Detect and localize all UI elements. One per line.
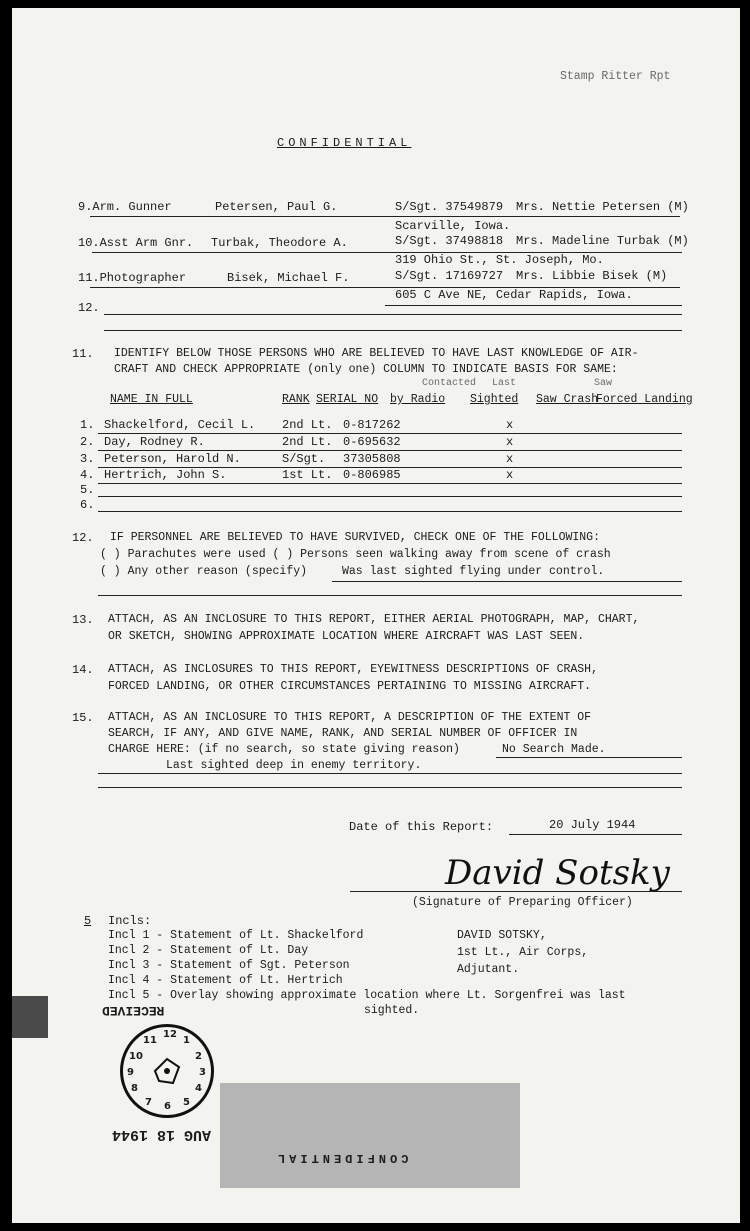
clock-9: 9 (127, 1067, 134, 1078)
clock-10: 10 (129, 1051, 143, 1062)
incl-item-5: Incl 5 - Overlay showing approximate location where Lt. Sorgenfrei was last (108, 989, 626, 1002)
section15-line-1: ATTACH, AS AN INCLOSURE TO THIS REPORT, A DESCRIPTION OF THE EXTENT OF (108, 711, 592, 724)
witness-num: 4. (80, 468, 95, 482)
clock-7: 7 (145, 1097, 152, 1108)
signature-caption: (Signature of Preparing Officer) (412, 896, 633, 909)
crew-address: 605 C Ave NE, Cedar Rapids, Iowa. (395, 288, 633, 302)
crew-rank-serial: S/Sgt. 17169727 (395, 269, 504, 283)
date-label: Date of this Report: (349, 820, 494, 834)
stamp-clock (120, 1024, 214, 1118)
section11-text-1: IDENTIFY BELOW THOSE PERSONS WHO ARE BELIEVED TO HAVE LAST KNOWLEDGE OF AIR- (114, 347, 639, 360)
crew-next-of-kin: Mrs. Libbie Bisek (M) (516, 269, 668, 283)
witness-rank: S/Sgt. (282, 452, 326, 466)
date-value: 20 July 1944 (549, 818, 636, 832)
incl-item-4: Incl 4 - Statement of Lt. Hertrich (108, 974, 343, 987)
header-forced-top: Saw (594, 378, 613, 389)
footer-title-text: CONFIDENTIAL (274, 1151, 409, 1165)
crew-row-9 (78, 200, 172, 214)
clock-8: 8 (131, 1083, 138, 1094)
crew-num: 10. (78, 236, 100, 250)
witness-serial: 0-695632 (343, 435, 401, 449)
witness-serial: 0-817262 (343, 418, 401, 432)
crew-num: 9. (78, 200, 93, 214)
incl-item-1: Incl 1 - Statement of Lt. Shackelford (108, 929, 364, 942)
crew-role: Asst Arm Gnr. (99, 236, 194, 250)
witness-mark: x (506, 452, 514, 466)
crew-name: Petersen, Paul G. (215, 200, 338, 214)
witness-rank: 2nd Lt. (282, 435, 333, 449)
section11-num: 11. (72, 347, 94, 361)
top-right-note: Stamp Ritter Rpt (560, 70, 671, 83)
section15-line-3: CHARGE HERE: (if no search, so state giving reason) (108, 743, 460, 756)
witness-mark: x (506, 418, 514, 432)
section14-line-2: FORCED LANDING, OR OTHER CIRCUMSTANCES PERTAINING TO MISSING AIRCRAFT. (108, 680, 592, 693)
section12-num: 12. (72, 531, 94, 545)
stamp-date (112, 1126, 211, 1143)
header-contacted-top: Contacted (422, 378, 477, 389)
witness-num: 2. (80, 435, 95, 449)
witness-name: Shackelford, Cecil L. (104, 418, 256, 432)
scan-smudge (12, 996, 48, 1038)
witness-num: 5. (80, 483, 95, 497)
crew-row-11 (78, 271, 186, 285)
officer-name: DAVID SOTSKY, (457, 929, 547, 942)
header-rank: RANK (282, 393, 310, 406)
clock-5: 5 (183, 1097, 190, 1108)
stamp-date-text: AUG 18 1944 (112, 1126, 212, 1143)
section15-num: 15. (72, 711, 94, 725)
scan-shadow (220, 1083, 520, 1188)
witness-serial: 0-806985 (343, 468, 401, 482)
incl-item-3: Incl 3 - Statement of Sgt. Peterson (108, 959, 350, 972)
section15-answer: No Search Made. (502, 743, 606, 756)
header-serial: SERIAL NO (316, 393, 379, 406)
section12-answer: Was last sighted flying under control. (342, 565, 605, 578)
section12-line-3: ( ) Any other reason (specify) (100, 565, 308, 578)
section15-line-2: SEARCH, IF ANY, AND GIVE NAME, RANK, AND SERIAL NUMBER OF OFFICER IN (108, 727, 578, 740)
signature: David Sotsky (445, 853, 670, 893)
officer-title: 1st Lt., Air Corps, (457, 946, 589, 959)
witness-num: 1. (80, 418, 95, 432)
section12-line-2: ( ) Parachutes were used ( ) Persons seen walking away from scene of crash (100, 548, 611, 561)
incl-item-2: Incl 2 - Statement of Lt. Day (108, 944, 309, 957)
crew-role: Arm. Gunner (92, 200, 172, 214)
clock-12: 12 (163, 1029, 177, 1040)
section13-line-1: ATTACH, AS AN INCLOSURE TO THIS REPORT, EITHER AERIAL PHOTOGRAPH, MAP, CHART, (108, 613, 640, 626)
header-crash: Saw Crash (536, 393, 599, 406)
received-stamp (102, 1003, 164, 1018)
crew-address: Scarville, Iowa. (395, 219, 511, 233)
witness-num: 6. (80, 498, 95, 512)
incl-continuation: sighted. (364, 1004, 420, 1017)
clock-center-icon (151, 1055, 183, 1087)
crew-name: Turbak, Theodore A. (211, 236, 348, 250)
incl-label: Incls: (108, 914, 152, 928)
section14-line-1: ATTACH, AS INCLOSURES TO THIS REPORT, EYEWITNESS DESCRIPTIONS OF CRASH, (108, 663, 598, 676)
witness-mark: x (506, 468, 514, 482)
crew-num: 11. (78, 271, 100, 285)
section13-num: 13. (72, 613, 94, 627)
crew-row-10 (78, 236, 193, 250)
clock-2: 2 (195, 1051, 202, 1062)
crew-role: Photographer (99, 271, 187, 285)
header-sighted-top: Last (492, 378, 517, 389)
crew-next-of-kin: Mrs. Madeline Turbak (M) (516, 234, 689, 248)
crew-rank-serial: S/Sgt. 37498818 (395, 234, 504, 248)
crew-address: 319 Ohio St., St. Joseph, Mo. (395, 253, 604, 267)
clock-11: 11 (143, 1035, 157, 1046)
witness-rank: 1st Lt. (282, 468, 333, 482)
document-page (12, 8, 740, 1223)
section11-text-2: CRAFT AND CHECK APPROPRIATE (only one) COLUMN TO INDICATE BASIS FOR SAME: (114, 363, 618, 376)
header-name: NAME IN FULL (110, 393, 193, 406)
witness-num: 3. (80, 452, 95, 466)
section13-line-2: OR SKETCH, SHOWING APPROXIMATE LOCATION WHERE AIRCRAFT WAS LAST SEEN. (108, 630, 585, 643)
incl-count: 5 (84, 914, 92, 928)
section14-num: 14. (72, 663, 94, 677)
officer-role: Adjutant. (457, 963, 520, 976)
crew-rank-serial: S/Sgt. 37549879 (395, 200, 504, 214)
footer-title (274, 1151, 408, 1165)
header-sighted: Sighted (470, 393, 519, 406)
witness-rank: 2nd Lt. (282, 418, 333, 432)
header-contacted: by Radio (390, 393, 446, 406)
clock-3: 3 (199, 1067, 206, 1078)
crew-num-12: 12. (78, 301, 100, 315)
crew-next-of-kin: Mrs. Nettie Petersen (M) (516, 200, 689, 214)
header-forced: Forced Landing (596, 393, 693, 406)
witness-serial: 37305808 (343, 452, 401, 466)
section15-line-4: Last sighted deep in enemy territory. (166, 759, 422, 772)
witness-name: Day, Rodney R. (104, 435, 205, 449)
witness-name: Hertrich, John S. (104, 468, 227, 482)
section12-line-1: IF PERSONNEL ARE BELIEVED TO HAVE SURVIVED, CHECK ONE OF THE FOLLOWING: (110, 531, 600, 544)
clock-6: 6 (164, 1101, 171, 1112)
witness-name: Peterson, Harold N. (104, 452, 241, 466)
clock-1: 1 (183, 1035, 190, 1046)
witness-mark: x (506, 435, 514, 449)
page-title: CONFIDENTIAL (277, 136, 412, 150)
received-text: RECEIVED (102, 1003, 165, 1018)
clock-4: 4 (195, 1083, 202, 1094)
crew-name: Bisek, Michael F. (227, 271, 350, 285)
